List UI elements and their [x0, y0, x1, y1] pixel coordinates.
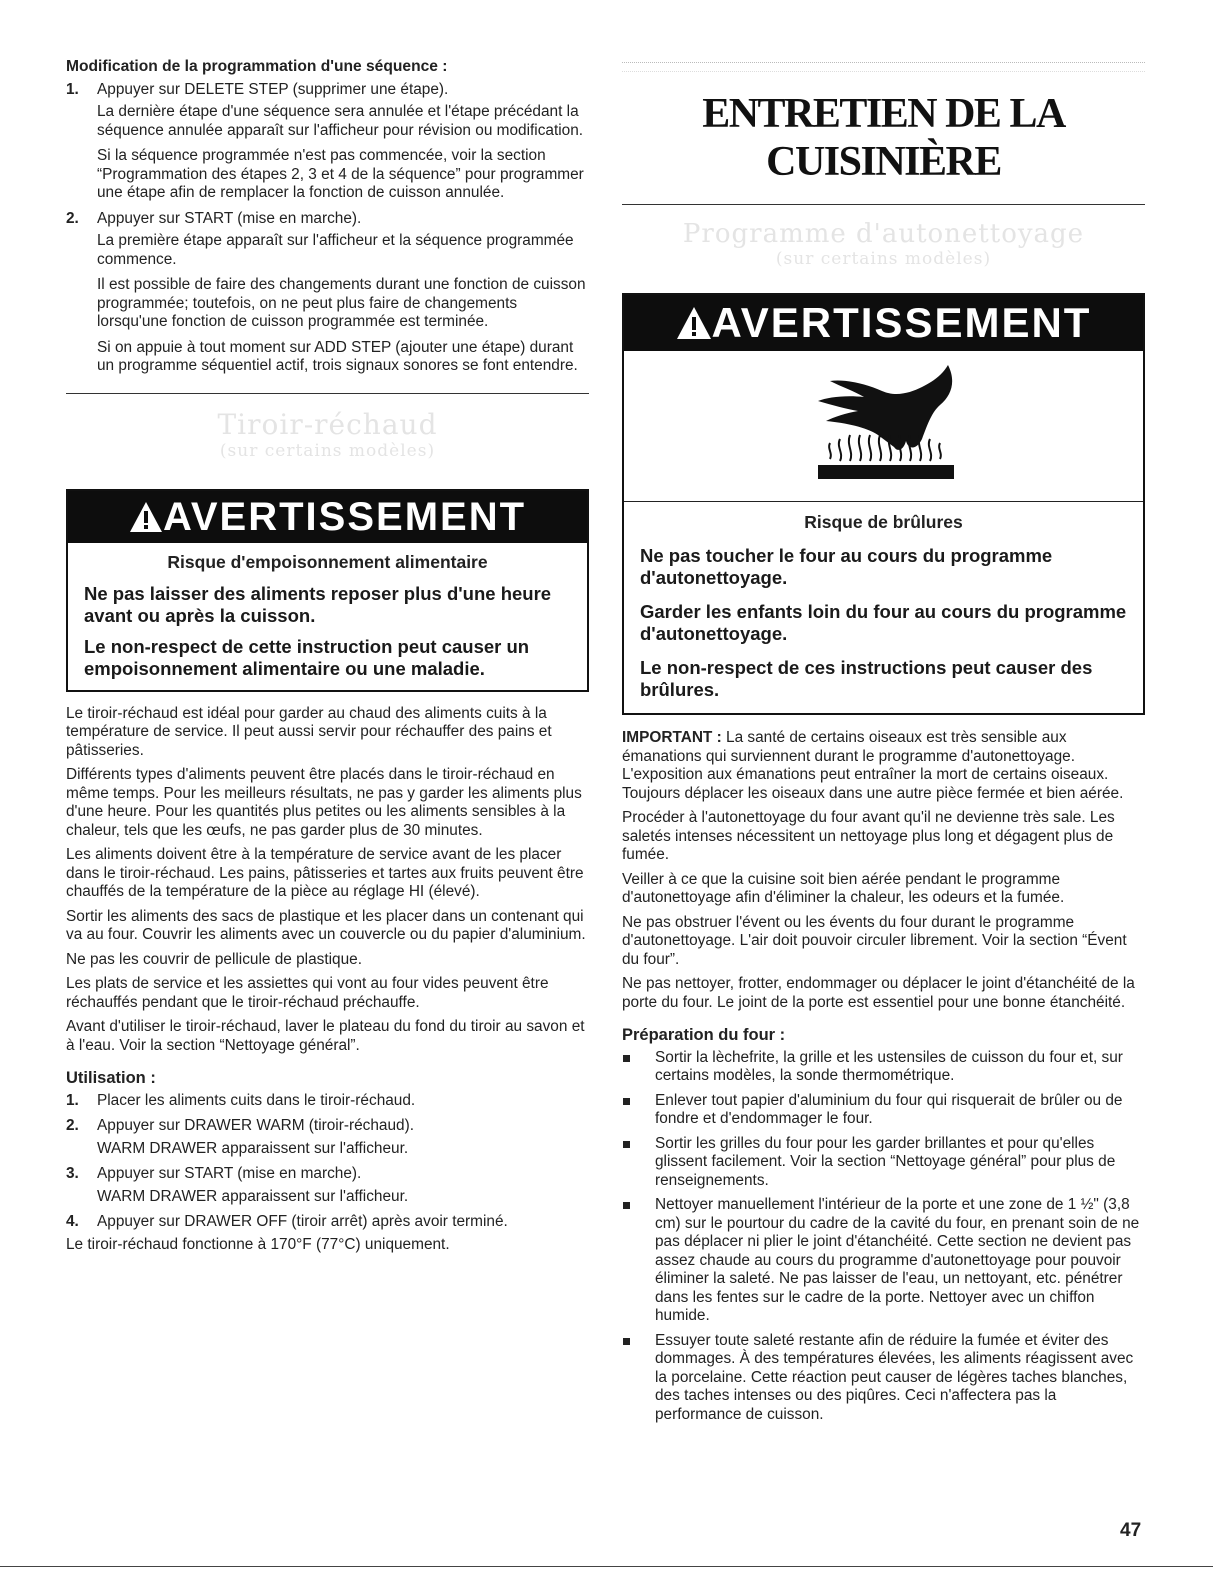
- bullet-icon: [622, 1332, 655, 1425]
- important-note: [622, 729, 1145, 803]
- bullet-text: Sortir les grilles du four pour les garder brillantes et pour qu'elles glissent facilement. Voir la section “Nettoyage général” pour plus de renseignements.: [655, 1134, 1116, 1189]
- bullet-text: Enlever tout papier d'aluminium du four qui risquerait de brûler ou de fondre et d'endommager le four.: [655, 1091, 1123, 1127]
- step-number: 1.: [66, 80, 79, 98]
- step-text: Si on appuie à tout moment sur ADD STEP (ajouter une étape) durant un programme séquentiel actif, trois signaux sonores se font entendre.: [97, 338, 578, 374]
- section-subtitle: (sur certains modèles): [219, 440, 436, 461]
- paragraph: Veiller à ce que la cuisine soit bien aérée pendant le programme d'autonettoyage afin d'éliminer la chaleur, les odeurs et la fumée.: [622, 870, 1065, 906]
- step-text: Appuyer sur DELETE STEP (supprimer une étape).: [97, 80, 449, 98]
- step-number: 1.: [66, 1091, 79, 1109]
- section-subtitle: (sur certains modèles): [775, 249, 992, 269]
- list-item: [622, 1332, 1145, 1425]
- step-text: Placer les aliments cuits dans le tiroir-réchaud.: [97, 1091, 416, 1109]
- preparation-list: [622, 1049, 1145, 1425]
- paragraph: Ne pas les couvrir de pellicule de plastique.: [66, 950, 363, 968]
- warning-line: Ne pas laisser des aliments reposer plus d'une heure avant ou après la cuisson.: [84, 582, 552, 626]
- step-text: La première étape apparaît sur l'afficheur et la séquence programmée commence.: [97, 232, 574, 268]
- warning-label: AVERTISSEMENT: [162, 494, 527, 539]
- list-item: [66, 1117, 589, 1165]
- paragraph: Les plats de service et les assiettes qui vont au four vides peuvent être réchauffés pendant que le tiroir-réchaud préchauffe.: [66, 975, 549, 1011]
- list-item: [66, 1165, 589, 1213]
- step-text: Appuyer sur START (mise en marche).: [97, 1165, 362, 1182]
- warning-risk: Risque d'empoisonnement alimentaire: [167, 551, 488, 572]
- warning-line: Le non-respect de ces instructions peut causer des brûlures.: [640, 657, 1093, 700]
- list-item: [66, 1213, 589, 1236]
- step-number: 2.: [66, 209, 79, 227]
- warning-line: Garder les enfants loin du four au cours du programme d'autonettoyage.: [640, 601, 1127, 644]
- bullet-icon: [622, 1135, 655, 1191]
- step-text: Appuyer sur START (mise en marche).: [97, 209, 362, 227]
- bullet-text: Essuyer toute saleté restante afin de réduire la fumée et éviter des dommages. À des températures élevées, les aliments réagissent avec la porcelaine. Cette réaction peut causer de légères taches blanches, des taches intenses ou des piqûres. Ceci n'affectera pas la performance de cuisson.: [655, 1331, 1134, 1423]
- list-item: [66, 1092, 589, 1118]
- paragraph: Sortir les aliments des sacs de plastique et les placer dans un contenant qui va au four. Couvrir les aliments avec un couvercle ou du papier d'aluminium.: [66, 907, 586, 943]
- bullet-text: Nettoyer manuellement l'intérieur de la porte et une zone de 1 ½" (3,8 cm) sur le pourtour du cadre de la cavité du four, en prenant soin de ne pas déplacer ni plier le joint d'étanchéité. Cette section ne devient pas assez chaude au cours du programme d'autonettoyage pour pouvoir éliminer la saleté. Ne pas laisser de l'eau, un nettoyant, etc. pénétrer dans les fentes sur le cadre de la porte. Nettoyer avec un chiffon humide.: [655, 1196, 1140, 1324]
- warning-triangle-icon: [129, 491, 163, 543]
- page-title: ENTRETIEN DE LA CUISINIÈRE: [702, 91, 1065, 185]
- utilisation-steps: [66, 1092, 589, 1236]
- section-title: Tiroir-réchaud: [217, 407, 438, 441]
- step-text: WARM DRAWER apparaissent sur l'afficheur.: [97, 1187, 409, 1205]
- step-number: 4.: [66, 1213, 79, 1230]
- left-column: [66, 58, 589, 1254]
- header-rule: [622, 62, 1145, 72]
- list-item: [622, 1092, 1145, 1129]
- list-item: [622, 1135, 1145, 1191]
- list-item: [622, 1049, 1145, 1086]
- step-text: Il est possible de faire des changements durant une fonction de cuisson programmée; toutefois, on ne peut plus faire de changements lorsqu'une fonction de cuisson programmée est terminée.: [97, 276, 586, 330]
- important-label: IMPORTANT :: [622, 729, 722, 746]
- step-text: Appuyer sur DRAWER WARM (tiroir-réchaud).: [97, 1117, 414, 1134]
- warning-label: AVERTISSEMENT: [711, 299, 1092, 346]
- paragraph: Le tiroir-réchaud est idéal pour garder au chaud des aliments cuits à la température de service. Il peut aussi servir pour réchauffer des pains et pâtisseries.: [66, 704, 552, 759]
- section-title: Programme d'autonettoyage: [682, 219, 1085, 249]
- modification-heading: Modification de la programmation d'une séquence :: [66, 58, 448, 75]
- warning-banner: [68, 491, 587, 543]
- step-number: 2.: [66, 1117, 79, 1134]
- closing-note: Le tiroir-réchaud fonctionne à 170°F (77°C) uniquement.: [66, 1235, 450, 1253]
- utilisation-heading: Utilisation :: [66, 1069, 156, 1087]
- paragraph: Procéder à l'autonettoyage du four avant qu'il ne devienne très sale. Les saletés intenses nécessitent un nettoyage plus long et dégagent plus de fumée.: [622, 809, 1115, 863]
- step-number: 3.: [66, 1165, 79, 1182]
- warning-box: [622, 293, 1145, 715]
- bullet-text: Sortir la lèchefrite, la grille et les ustensiles de cuisson du four et, sur certains modèles, la sonde thermométrique.: [655, 1048, 1123, 1084]
- warning-line: Le non-respect de cette instruction peut causer un empoisonnement alimentaire ou une maladie.: [84, 635, 530, 679]
- step-text: WARM DRAWER apparaissent sur l'afficheur.: [97, 1139, 409, 1157]
- warning-triangle-icon: [676, 295, 712, 351]
- paragraph: Avant d'utiliser le tiroir-réchaud, laver le plateau du fond du tiroir au savon et à l'eau. Voir la section “Nettoyage général”.: [66, 1018, 585, 1054]
- bullet-icon: [622, 1049, 655, 1086]
- bottom-rule: [0, 1566, 1213, 1567]
- preparation-heading: Préparation du four :: [622, 1026, 786, 1044]
- step-text: La dernière étape d'une séquence sera annulée et l'étape précédant la séquence annulée apparaît sur l'afficheur pour révision ou modification.: [97, 103, 584, 139]
- warning-line: Ne pas toucher le four au cours du programme d'autonettoyage.: [640, 545, 1053, 588]
- body-text: [66, 705, 589, 1056]
- hot-surface-icon: [624, 351, 1143, 501]
- paragraph: Ne pas nettoyer, frotter, endommager ou déplacer le joint d'étanchéité de la porte du four. Le joint de la porte est essentiel pour une bonne étanchéité.: [622, 975, 1135, 1011]
- section-header: [66, 394, 589, 472]
- modification-steps: [66, 81, 589, 383]
- right-column: [622, 58, 1145, 1430]
- list-item: [622, 1196, 1145, 1326]
- paragraph: Différents types d'aliments peuvent être placés dans le tiroir-réchaud en même temps. Pour les meilleurs résultats, ne pas y garder les aliments plus d'une heure. Pour les quantités plus petites ou les aliments sensibles à la chaleur, tels que les œufs, ne pas garder plus de 30 minutes.: [66, 766, 582, 839]
- warning-banner: [624, 295, 1143, 351]
- warning-risk: Risque de brûlures: [804, 512, 963, 532]
- step-text: Appuyer sur DRAWER OFF (tiroir arrêt) après avoir terminé.: [97, 1213, 508, 1230]
- step-text: Si la séquence programmée n'est pas commencée, voir la section “Programmation des étapes 2, 3 et 4 de la séquence” pour programmer une étape afin de remplacer la fonction de cuisson annulée.: [97, 147, 584, 201]
- page-number: 47: [1120, 1520, 1142, 1541]
- bullet-icon: [622, 1092, 655, 1129]
- paragraph: Les aliments doivent être à la température de service avant de les placer dans le tiroir-réchaud. Les pains, pâtisseries et tartes aux fruits peuvent être chauffés de la température de la pièce au réglage HI (élevé).: [66, 846, 584, 900]
- paragraph: Ne pas obstruer l'évent ou les évents du four durant le programme d'autonettoyage. L'air doit pouvoir circuler librement. Voir la section “Évent du four”.: [622, 913, 1127, 968]
- important-text: La santé de certains oiseaux est très sensible aux émanations qui surviennent durant le programme d'autonettoyage. L'exposition aux émanations peut entraîner la mort de certains oiseaux. Toujours déplacer les oiseaux dans une autre pièce fermée et bien aérée.: [622, 729, 1124, 802]
- section-header: [622, 205, 1145, 281]
- list-item: [66, 81, 589, 210]
- list-item: [66, 210, 589, 383]
- warning-box: [66, 489, 589, 692]
- bullet-icon: [622, 1196, 655, 1326]
